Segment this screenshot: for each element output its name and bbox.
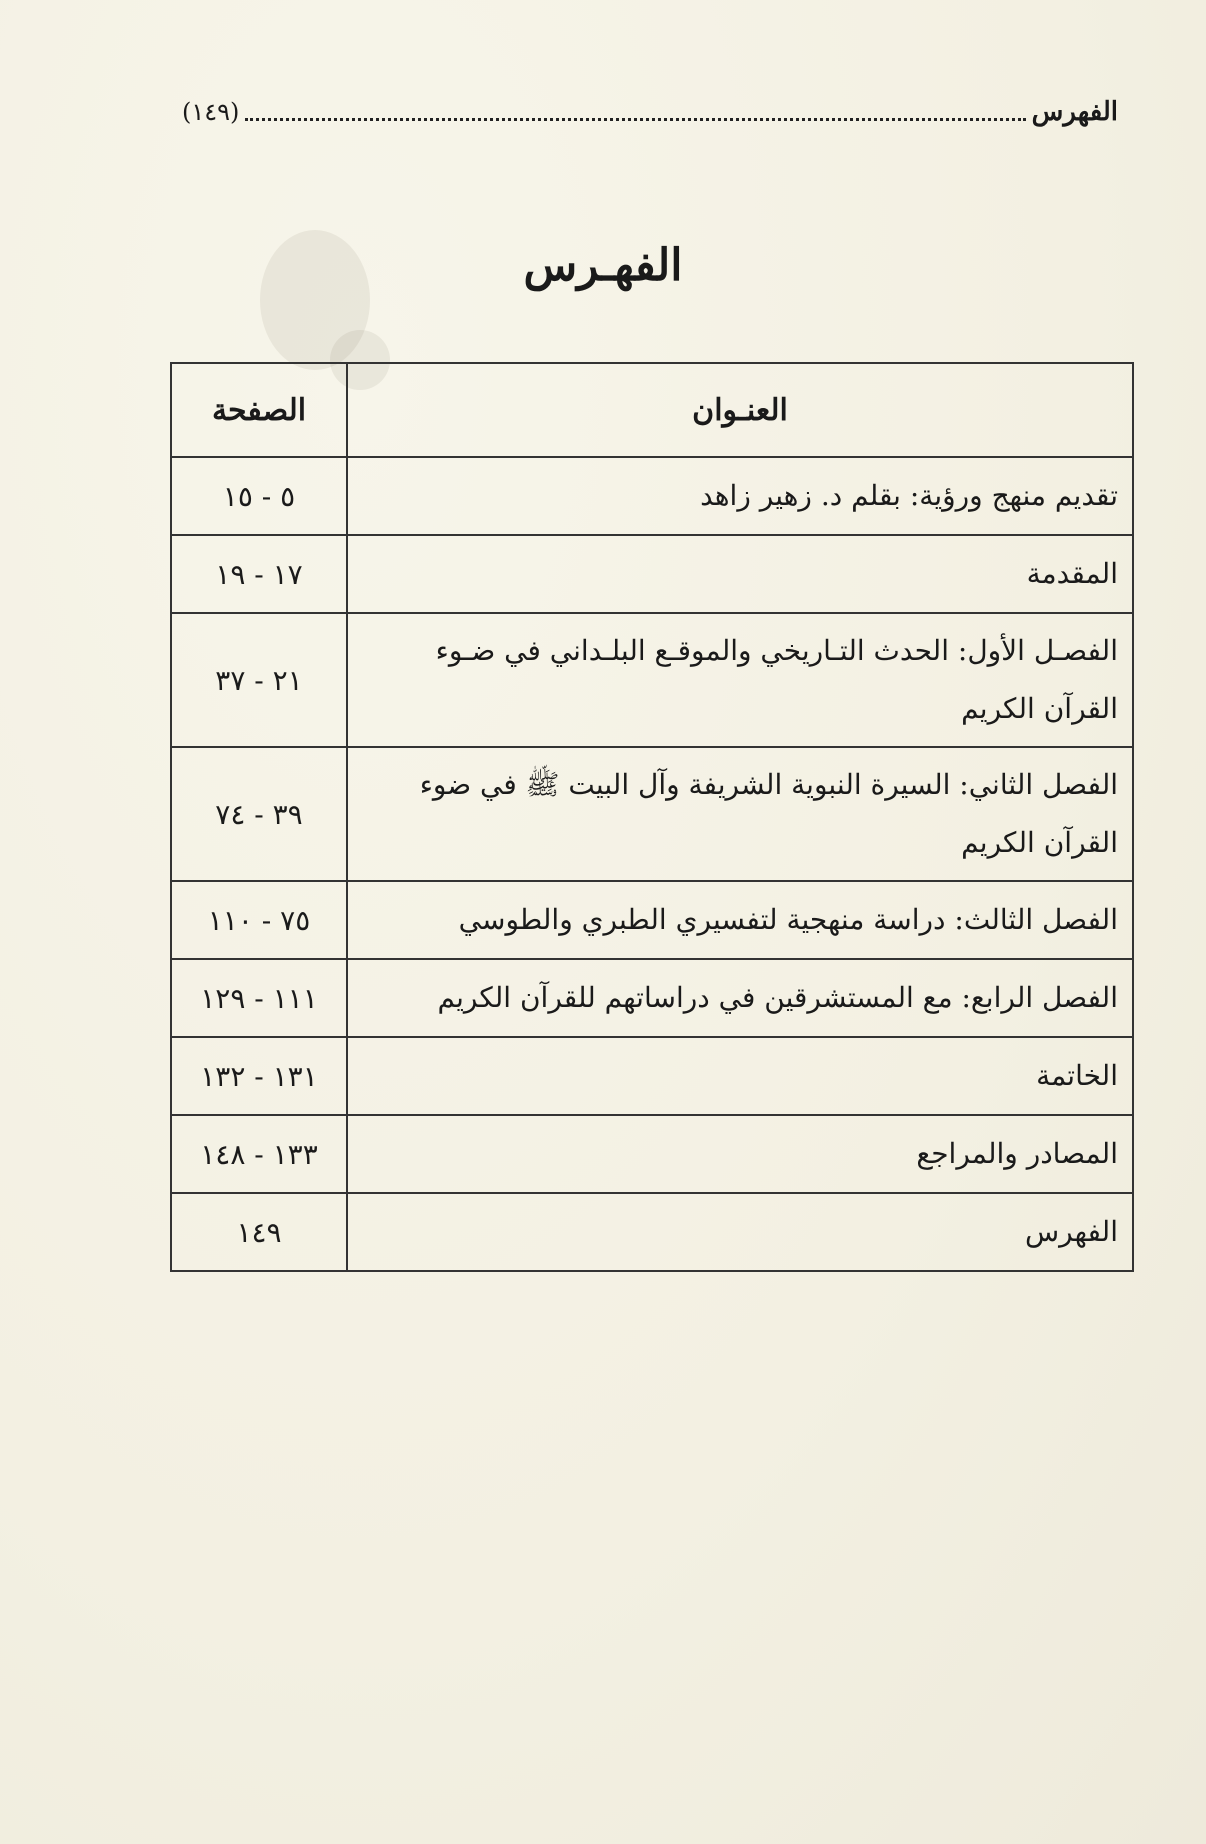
entry-pages: ١٧ - ١٩ (171, 535, 347, 613)
entry-title: الفصـل الأول: الحدث التـاريخي والموقـع البلـداني في ضـوء القرآن الكريم (347, 613, 1133, 747)
table-row (171, 959, 1133, 1037)
table-row (171, 535, 1133, 613)
entry-pages: ١١١ - ١٢٩ (171, 959, 347, 1037)
table-row (171, 613, 1133, 747)
table-row (171, 881, 1133, 959)
entry-pages: ١٣٣ - ١٤٨ (171, 1115, 347, 1193)
table-row (171, 1037, 1133, 1115)
entry-pages: ١٤٩ (171, 1193, 347, 1271)
table-row (171, 1193, 1133, 1271)
entry-title: الفهرس (347, 1193, 1133, 1271)
running-header-page-number: (١٤٩) (182, 98, 240, 126)
table-header-row (171, 363, 1133, 457)
entry-title: الفصل الثالث: دراسة منهجية لتفسيري الطبري والطوسي (347, 881, 1133, 959)
entry-pages: ١٣١ - ١٣٢ (171, 1037, 347, 1115)
entry-title: الفصل الثاني: السيرة النبوية الشريفة وآل البيت ﷺ في ضوء القرآن الكريم (347, 747, 1133, 881)
table-row (171, 1115, 1133, 1193)
entry-title: تقديم منهج ورؤية: بقلم د. زهير زاهد (347, 457, 1133, 535)
dotted-leader (245, 104, 1025, 121)
entry-title: الفصل الرابع: مع المستشرقين في دراساتهم للقرآن الكريم (347, 959, 1133, 1037)
column-header-page: الصفحة (171, 363, 347, 457)
entry-pages: ٧٥ - ١١٠ (171, 881, 347, 959)
running-header (182, 92, 1118, 132)
entry-pages: ٥ - ١٥ (171, 457, 347, 535)
page-title: الفهـرس (523, 240, 683, 291)
table-row (171, 747, 1133, 881)
table-row (171, 457, 1133, 535)
table-of-contents (170, 362, 1134, 1272)
entry-title: المصادر والمراجع (347, 1115, 1133, 1193)
entry-pages: ٢١ - ٣٧ (171, 613, 347, 747)
entry-pages: ٣٩ - ٧٤ (171, 747, 347, 881)
entry-title: المقدمة (347, 535, 1133, 613)
running-header-title: الفهرس (1031, 97, 1118, 127)
column-header-title: العنـوان (347, 363, 1133, 457)
entry-title: الخاتمة (347, 1037, 1133, 1115)
